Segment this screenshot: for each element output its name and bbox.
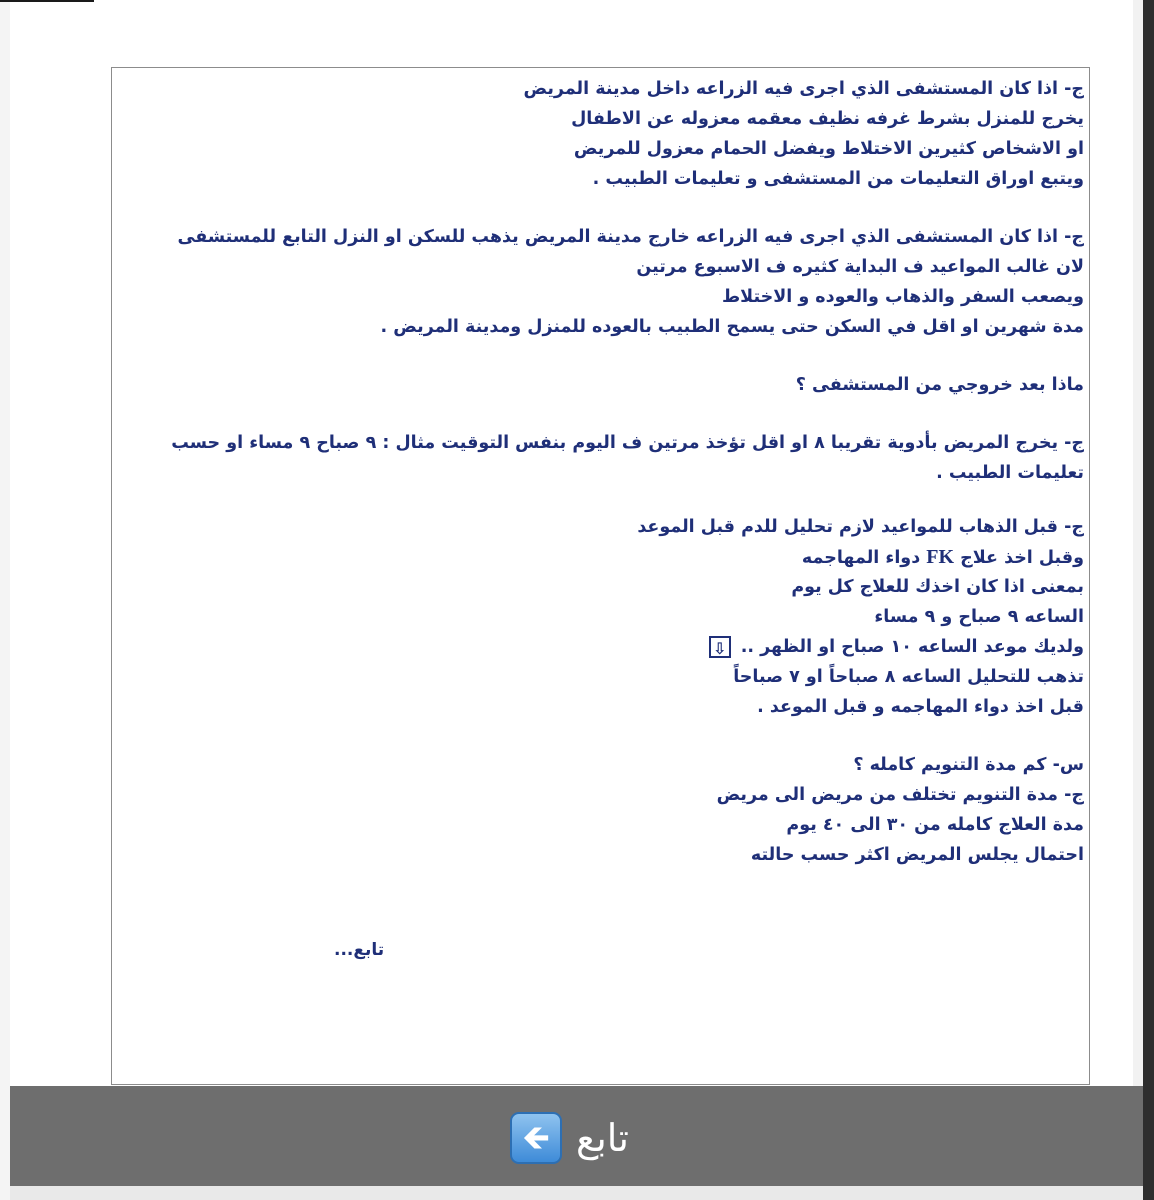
text-line [119,542,1084,572]
continue-label[interactable]: تابع [576,1115,629,1160]
text-line [119,632,1084,662]
text-line: س- كم مدة التنويم كامله ؟ [853,755,1084,775]
left-arrow-icon[interactable]: 🡸 [510,1112,562,1164]
paragraph-outside-city [119,222,1084,342]
continue-button[interactable] [510,1110,650,1165]
text-line: احتمال يجلس المريض اكثر حسب حالته [750,845,1084,865]
text-line: ويتبع اوراق التعليمات من المستشفى و تعليمات الطبيب . [592,169,1084,189]
text-line: مدة العلاج كامله من ٣٠ الى ٤٠ يوم [786,815,1084,835]
text-line: الساعه ٩ صباح و ٩ مساء [874,607,1084,627]
text-line: او الاشخاص كثيرين الاختلاط ويفضل الحمام معزول للمريض [573,139,1084,159]
text-line: تذهب للتحليل الساعه ٨ صباحاً او ٧ صباحاً [733,667,1084,687]
text-line: ج- اذا كان المستشفى الذي اجرى فيه الزراعه خارج مدينة المريض يذهب للسكن او النزل التابع للمستشفى [177,227,1084,247]
down-arrow-icon: ⇩ [709,636,731,658]
drug-code: FK [926,546,955,568]
text-segment: ولديك موعد الساعه ١٠ صباح او الظهر .. [740,637,1084,657]
continued-note: تابع... [334,940,385,960]
bottom-edge-strip [10,1186,1143,1200]
text-line: ج- قبل الذهاب للمواعيد لازم تحليل للدم قبل الموعد [637,517,1084,537]
question-after-discharge: ماذا بعد خروجي من المستشفى ؟ [795,375,1084,395]
text-line: ج- اذا كان المستشفى الذي اجرى فيه الزراعه داخل مدينة المريض [523,79,1084,99]
top-edge-mark [0,0,94,2]
text-line: ج- مدة التنويم تختلف من مريض الى مريض [716,785,1084,805]
text-line: ويصعب السفر والذهاب والعوده و الاختلاط [722,287,1084,307]
text-line: قبل اخذ دواء المهاجمه و قبل الموعد . [757,697,1084,717]
left-edge-strip [0,0,10,1200]
document-text [119,74,1084,870]
right-scrollbar[interactable] [1143,0,1154,1200]
paragraph-inside-city [119,74,1084,194]
paragraph-blood-test [119,512,1084,722]
text-segment: دواء المهاجمه [801,548,921,568]
answer-medications: ج- يخرج المريض بأدوية تقريبا ٨ او اقل تؤخذ مرتين ف اليوم بنفس التوقيت مثال : ٩ صباح ٩ مساء او حسب تعليمات الطبيب . [171,433,1084,483]
right-edge-strip [1133,0,1143,1200]
paragraph-stay-duration [119,750,1084,870]
text-line: مدة شهرين او اقل في السكن حتى يسمح الطبيب بالعوده للمنزل ومدينة المريض . [380,317,1084,337]
text-segment: وقبل اخذ علاج [960,548,1084,568]
text-line: يخرج للمنزل بشرط غرفه نظيف معقمه معزوله عن الاطفال [571,109,1084,129]
text-line: بمعنى اذا كان اخذك للعلاج كل يوم [791,577,1084,597]
text-line: لان غالب المواعيد ف البداية كثيره ف الاسبوع مرتين [636,257,1084,277]
